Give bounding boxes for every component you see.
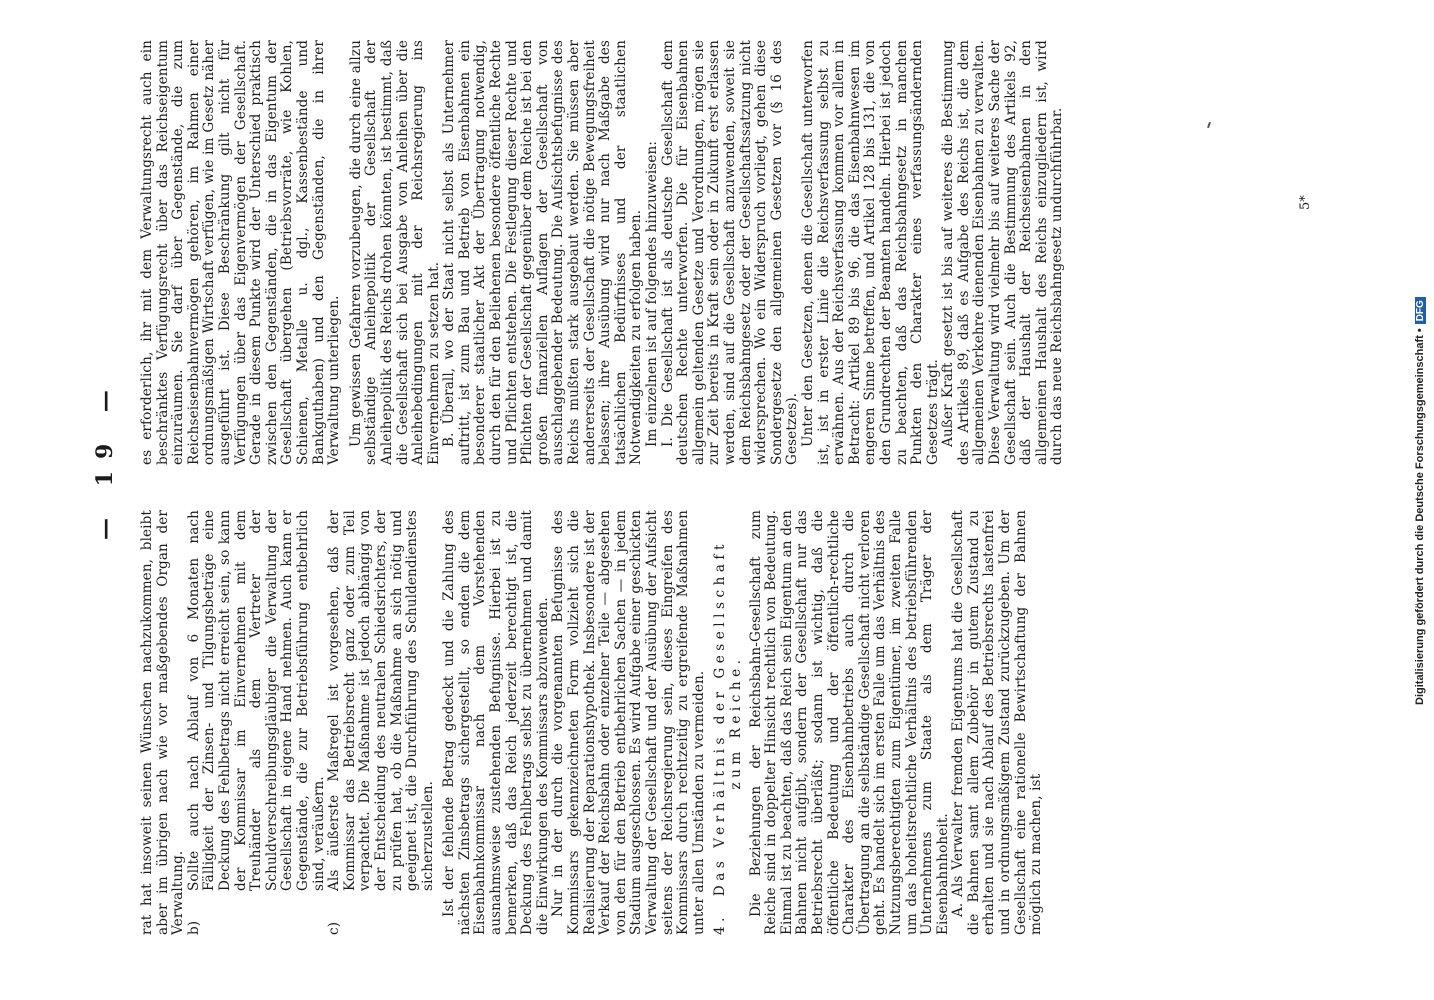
list-text: Sollte auch nach Ablauf von 6 Monaten nach Fälligkeit der Zinsen- und Tilgungsbeträge eine Deckung des Fehlbetrags nicht erreicht sein, so kann der Kommissar im Einvernehmen mit dem Treuhänder als dem Vertreter der Schuldverschreibungsgläubiger die Verwaltung der Gesellschaft in eigene Hand nehmen. Auch kann er Gegenstände, die zur Betriebsführung entbehrlich sind, veräußern.: [185, 510, 327, 891]
right-paragraph: B. Überall, wo der Staat nicht selbst als Unternehmer auftritt, ist zum Bau und Betrieb von Eisenbahnen ein besonderer staatlicher Akt der Übertragung notwendig, durch den für den Beliehenen besondere öffentliche Rechte und Pflichten entstehen. Die Festlegung dieser Rechte und Pflichten der Gesellschaft gegenüber dem Reiche ist bei den großen finanziellen Auflagen der Gesellschaft von ausschlaggebender Bedeutung. Die Aufsichtsbefugnisse des Reichs mußten stark ausgebaut werden. Sie müssen aber andererseits der Gesellschaft die nötige Bewegungsfreiheit belassen; ihre Ausübung wird nur nach Maßgabe des tatsächlichen Bedürfnisses und der staatlichen Notwendigkeiten zu erfolgen haben.: [441, 40, 645, 465]
right-column: [140, 40, 1066, 465]
left-paragraph: Ist der fehlende Betrag gedeckt und die Zahlung des nächsten Zinsbetrags sichergestellt, so enden die dem Eisenbahnkommissar nach dem Vorstehenden ausnahmsweise zustehenden Befugnisse. Hierbei ist zu bemerken, daß das Reich jederzeit berechtigt ist, die Deckung des Fehlbetrags selbst zu übernehmen und damit die Einwirkungen des Kommissars abzuwenden.: [441, 510, 551, 935]
list-marker: b): [185, 920, 202, 935]
page-footer: 5*: [1298, 195, 1313, 210]
credit-text: Digitalisierung gefördert durch die Deutsche Forschungsgemeinschaft •: [1414, 328, 1426, 705]
dfg-badge: DFG: [1415, 297, 1426, 324]
right-paragraph: Außer Kraft gesetzt ist bis auf weiteres die Bestimmung des Artikels 89, daß es Aufgabe des Reichs ist, die dem allgemeinen Verkehre dienenden Eisenbahnen zu verwalten. Diese Verwaltung wird vielmehr bis auf weiteres Sache der Gesellschaft sein. Auch die Bestimmung des Artikels 92, daß der Haushalt der Reichseisenbahnen in den allgemeinen Haushalt des Reichs einzugliedern ist, wird durch das neue Reichsbahngesetz undurchführbar.: [940, 40, 1066, 465]
section-number: 4.: [712, 913, 729, 935]
left-paragraph: rat hat insoweit seinen Wünschen nachzukommen, bleibt aber im übrigen nach wie vor maßgebendes Organ der Verwaltung.: [139, 510, 187, 935]
section-title-line1: Das Verhältnis der Gesellschaft: [712, 540, 729, 897]
list-item-b: [187, 510, 327, 935]
left-paragraph: Die Beziehungen der Reichsbahn-Gesellschaft zum Reiche sind in doppelter Hinsicht rechtlich von Bedeutung. Einmal ist zu beachten, daß das Reich sein Eigentum an den Bahnen nicht aufgibt, sondern der Gesellschaft nur das Betriebsrecht überläßt; sodann ist wichtig, daß die öffentliche Bedeutung und der öffentlich-rechtliche Charakter des Eisenbahnbetriebs auch durch die Übertragung an die selbständige Gesellschaft nicht verloren geht. Es handelt sich im ersten Falle um das Verhältnis des Nutzungsberechtigten zum Eigentümer, im zweiten Falle um das hoheitsrechtliche Verhältnis des betriebsführenden Unternehmens zum Staate als dem Träger der Eisenbahnhoheit.: [747, 510, 951, 935]
scan-mark: [1207, 122, 1211, 128]
right-paragraph: Unter den Gesetzen, denen die Gesellschaft unterworfen ist, ist in erster Linie die Reichsverfassung selbst zu erwähnen. Aus der Reichsverfassung kommen vor allem in Betracht: Artikel 89 bis 96, die das Eisenbahnwesen im engeren Sinne betreffen, und Artikel 128 bis 131, die von den Grundrechten der Beamten handeln. Hierbei ist jedoch zu beachten, daß das Reichsbahngesetz in manchen Punkten den Charakter eines verfassungsändernden Gesetzes trägt.: [799, 40, 941, 465]
right-paragraph: Um gewissen Gefahren vorzubeugen, die durch eine allzu selbständige Anleihepolitik der Gesellschaft der Anleihepolitik des Reichs drohen könnten, ist bestimmt, daß die Gesellschaft sich bei Ausgabe von Anleihen über die Anleihebedingungen mit der Reichsregierung ins Einvernehmen zu setzen hat.: [347, 40, 442, 465]
left-paragraph: A. Als Verwalter fremden Eigentums hat die Gesellschaft die Bahnen samt allem Zubehör in gutem Zustand zu erhalten und sie nach Ablauf des Betriebsrechts lastenfrei und in ordnungsmäßigem Zustand zurückzugeben. Um der Gesellschaft eine rationelle Bewirtschaftung der Bahnen möglich zu machen, ist: [950, 510, 1045, 935]
section-heading: [713, 510, 744, 935]
section-title-line2: zum Reiche.: [727, 655, 744, 790]
list-text: Als äußerste Maßregel ist vorgesehen, daß der Kommissar das Betriebsrecht ganz oder zum Teil verpachtet. Die Maßnahme ist jedoch abhängig von der Entscheidung des neutralen Schiedsrichters, der zu prüfen hat, ob die Maßnahme an sich nötig und geeignet ist, die Durchführung des Schuldendienstes sicherzustellen.: [326, 510, 436, 891]
left-column: [140, 510, 1045, 935]
digitization-sidebar: [1406, 0, 1434, 1000]
right-paragraph: es erforderlich, ihr mit dem Verwaltungsrecht auch ein beschränktes Verfügungsrecht über das Reichseigentum einzuräumen. Sie darf über Gegenstände, die zum Reichseisenbahnvermögen gehören, im Rahmen einer ordnungsmäßigen Wirtschaft verfügen, wie im Gesetz näher ausgeführt ist. Diese Beschränkung gilt nicht für Verfügungen über das Eigenvermögen der Gesellschaft. Gerade in diesem Punkte wird der Unterschied praktisch zwischen den Gegenständen, die in das Eigentum der Gesellschaft übergehen (Betriebsvorräte, wie Kohlen, Schienen, Metalle u. dgl., Kassenbestände und Bankguthaben) und den Gegenständen, die in ihrer Verwaltung unterliegen.: [139, 40, 343, 465]
page-header: — 19 —: [92, 378, 118, 540]
left-paragraph: Nur in der durch die vorgenannten Befugnisse des Kommissars gekennzeichneten Form vollzieht sich die Realisierung der Reparationshypothek. Insbesondere ist der Verkauf der Reichsbahn oder einzelner Teile — abgesehen von den für den Betrieb entbehrlichen Sachen — in jedem Stadium ausgeschlossen. Es wird Aufgabe einer geschickten Verwaltung der Gesellschaft und der Ausübung der Aufsicht seitens der Reichsregierung sein, dieses Eingreifen des Kommissars durch rechtzeitig zu ergreifende Maßnahmen unter allen Umständen zu vermeiden.: [550, 510, 707, 935]
list-item-c: [327, 510, 436, 935]
digitization-credit: [1414, 297, 1426, 705]
right-paragraph: Im einzelnen ist auf folgendes hinzuweisen:: [644, 140, 660, 447]
list-marker: c): [326, 921, 343, 935]
right-paragraph: I. Die Gesellschaft ist als deutsche Gesellschaft dem deutschen Rechte unterworfen. Die für Eisenbahnen allgemein geltenden Gesetze und Verordnungen, mögen sie zur Zeit bereits in Kraft sein oder in Zukunft erst erlassen werden, sind auf die Gesellschaft anzuwenden, soweit sie dem Reichsbahngesetz oder der Gesellschaftssatzung nicht widersprechen. Wo ein Widerspruch vorliegt, gehen diese Sondergesetze den allgemeinen Gesetzen vor (§ 16 des Gesetzes).: [659, 40, 801, 465]
